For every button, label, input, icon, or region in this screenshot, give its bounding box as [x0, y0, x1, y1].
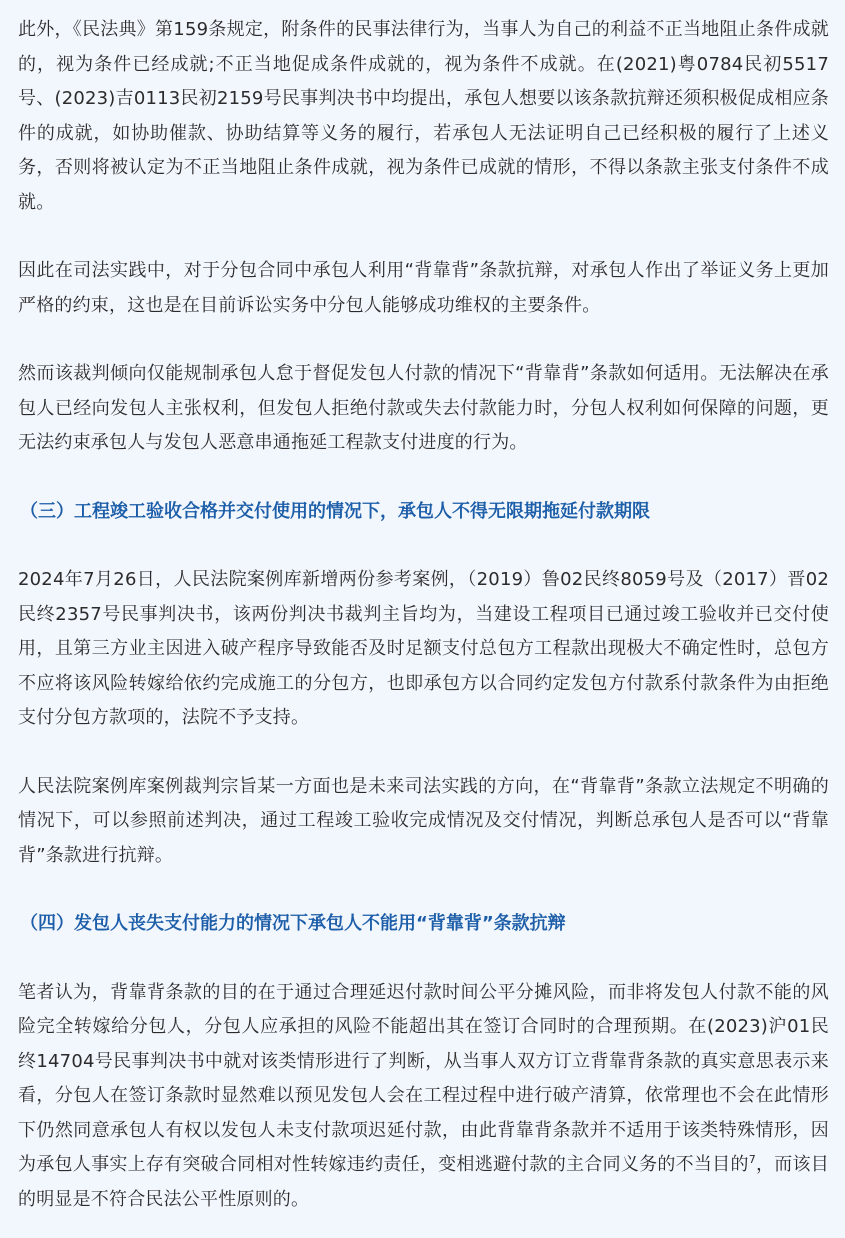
paragraph-case-library: 人民法院案例库案例裁判宗旨某一方面也是未来司法实践的方向，在“背靠背”条款立法规定不明确的情况下，可以参照前述判决，通过工程竣工验收完成情况及交付情况，判断总承包人是否可以“背靠背”条款进行抗辩。: [18, 775, 829, 866]
paragraph-gap: [18, 736, 829, 770]
section-heading-3: （三）工程竣工验收合格并交付使用的情况下，承包人不得无限期拖延付款期限: [20, 500, 650, 522]
paragraph-author-opinion: [18, 976, 829, 1218]
paragraph-author-opinion-text: 笔者认为，背靠背条款的目的在于通过合理延迟付款时间公平分摊风险，而非将发包人付款不能的风险完全转嫁给分包人，分包人应承担的风险不能超出其在签订合同时的合理预期。在(2023)沪01民终14704号民事判决书中就对该类情形进行了判断，从当事人双方订立背靠背条款的真实意思表示来看，分包人在签订条款时显然难以预见发包人会在工程过程中进行破产清算，依常理也不会在此情形下仍然同意承包人有权以发包人未支付款项迟延付款，由此背靠背条款并不适用于该类特殊情形，因为承包人事实上存有突破合同相对性转嫁违约责任，变相逃避付款的主合同义务的不当目的: [18, 981, 829, 1175]
paragraph-gap: [18, 873, 829, 907]
paragraph-gap: [18, 323, 829, 357]
paragraph-limitation: 然而该裁判倾向仅能规制承包人怠于督促发包人付款的情况下“背靠背”条款如何适用。无法解决在承包人已经向发包人主张权利，但发包人拒绝付款或失去付款能力时，分包人权利如何保障的问题，更无法约束承包人与发包人恶意串通拖延工程款支付进度的行为。: [18, 363, 829, 453]
section-heading-4: （四）发包人丧失支付能力的情况下承包人不能用“背靠背”条款抗辩: [20, 913, 566, 934]
paragraph-gap: [18, 529, 829, 563]
paragraph-gap: [18, 220, 829, 254]
footnote-marker[interactable]: 7: [748, 1153, 756, 1166]
paragraph-gap: [18, 461, 829, 495]
paragraph-civil-code-159: 此外，《民法典》第159条规定，附条件的民事法律行为，当事人为自己的利益不正当地阻止条件成就的，视为条件已经成就;不正当地促成条件成就的，视为条件不成就。在(2021)粤0784民初5517号、(2023)吉0113民初2159号民事判决书中均提出，承包人想要以该条款抗辩还须积极促成相应条件的成就，如协助催款、协助结算等义务的履行，若承包人无法证明自己已经积极的履行了上述义务，否则将被认定为不正当地阻止条件成就，视为条件已成就的情形，不得以条款主张支付条件不成就。: [18, 19, 829, 213]
paragraph-gap: [18, 942, 829, 976]
paragraph-author-opinion-tail: ，而该目的明显是不符合民法公平性原则的。: [18, 1154, 829, 1210]
paragraph-judicial-practice: 因此在司法实践中，对于分包合同中承包人利用“背靠背”条款抗辩，对承包人作出了举证义务上更加严格的约束，这也是在目前诉讼实务中分包人能够成功维权的主要条件。: [18, 260, 829, 316]
paragraph-reference-cases: 2024年7月26日，人民法院案例库新增两份参考案例，（2019）鲁02民终8059号及（2017）晋02民终2357号民事判决书，该两份判决书裁判主旨均为，当建设工程项目已通过竣工验收并已交付使用，且第三方业主因进入破产程序导致能否及时足额支付总包方工程款出现极大不确定性时，总包方不应将该风险转嫁给依约完成施工的分包方，也即承包方以合同约定发包方付款系付款条件为由拒绝支付分包方款项的，法院不予支持。: [18, 569, 829, 728]
